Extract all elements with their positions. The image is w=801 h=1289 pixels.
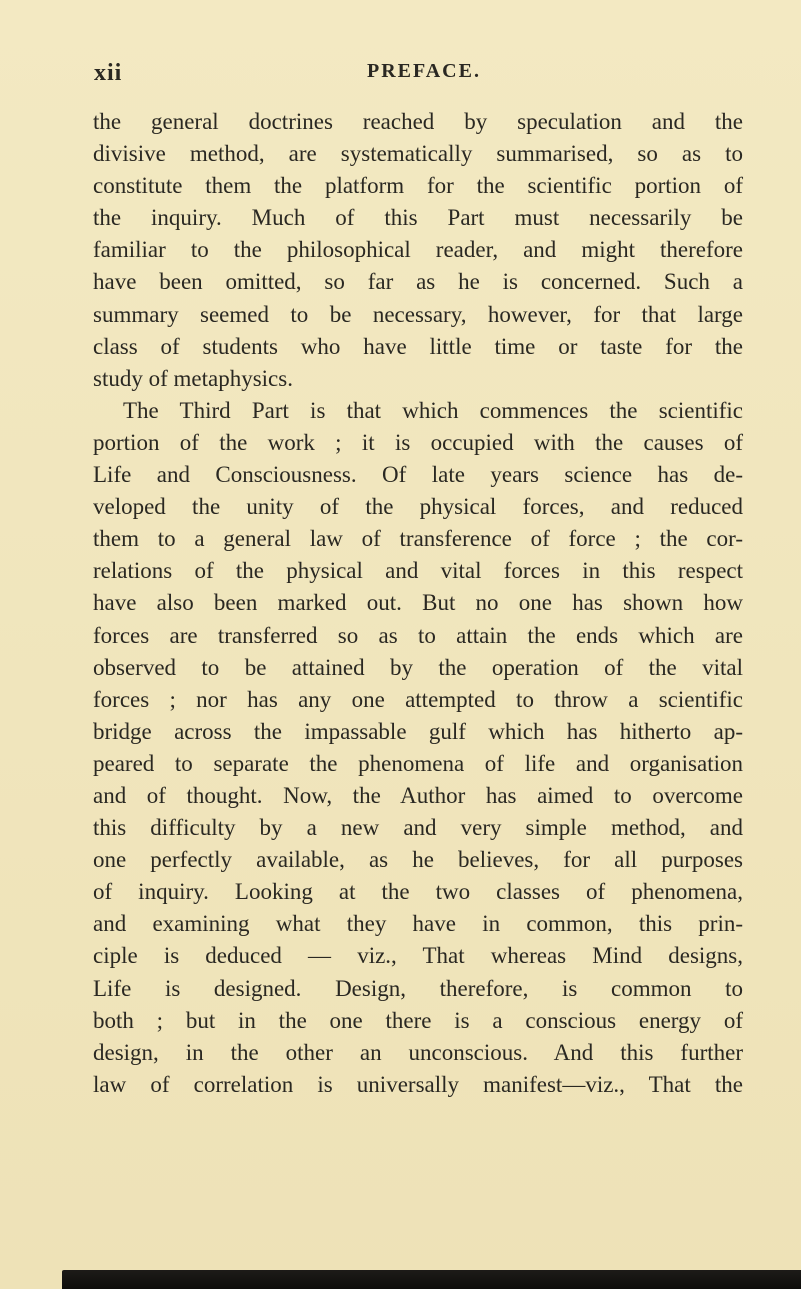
text-line: design, in the other an unconscious. And this further <box>93 1039 743 1065</box>
text-line: familiar to the philosophical reader, and might therefore <box>93 237 743 263</box>
text-line: forces ; nor has any one attempted to throw a scientific <box>93 686 743 712</box>
text-line: relations of the physical and vital forces in this respect <box>93 558 743 584</box>
text-line: Life is designed. Design, therefore, is common to <box>93 975 743 1001</box>
text-line: veloped the unity of the physical forces, and reduced <box>93 494 743 520</box>
text-line: this difficulty by a new and very simple method, and <box>93 815 743 841</box>
text-line: portion of the work ; it is occupied with the causes of <box>93 429 743 455</box>
text-line: ciple is deduced — viz., That whereas Mind designs, <box>93 943 743 969</box>
running-head: PREFACE. <box>367 60 481 82</box>
text-line: peared to separate the phenomena of life and organisation <box>93 750 743 776</box>
body-text <box>93 106 743 1101</box>
text-line: the general doctrines reached by speculation and the <box>93 109 743 134</box>
page-header <box>0 60 801 94</box>
text-line: divisive method, are systematically summarised, so as to <box>93 141 743 167</box>
text-line: forces are transferred so as to attain the ends which are <box>93 622 743 648</box>
text-line: one perfectly available, as he believes, for all purposes <box>93 847 743 873</box>
text-line: Life and Consciousness. Of late years science has de- <box>93 462 743 488</box>
page-number: xii <box>94 60 123 86</box>
text-line: and examining what they have in common, this prin- <box>93 911 743 937</box>
text-line: the inquiry. Much of this Part must necessarily be <box>93 205 743 231</box>
text-line: both ; but in the one there is a conscious energy of <box>93 1007 743 1033</box>
text-line: constitute them the platform for the scientific portion of <box>93 173 743 199</box>
text-line: summary seemed to be necessary, however, for that large <box>93 301 743 327</box>
text-line: them to a general law of transference of force ; the cor- <box>93 526 743 552</box>
text-line: of inquiry. Looking at the two classes of phenomena, <box>93 879 743 905</box>
scan-edge-shadow <box>62 1270 801 1289</box>
text-line: study of metaphysics. <box>93 365 293 391</box>
text-line: and of thought. Now, the Author has aimed to overcome <box>93 782 743 808</box>
paragraph-start-line: The Third Part is that which commences the scientific <box>123 397 743 423</box>
text-line: have been omitted, so far as he is concerned. Such a <box>93 269 743 295</box>
text-line: law of correlation is universally manifest—viz., That the <box>93 1071 743 1097</box>
text-line: class of students who have little time or taste for the <box>93 333 743 359</box>
text-line: bridge across the impassable gulf which has hitherto ap- <box>93 718 743 744</box>
text-line: have also been marked out. But no one has shown how <box>93 590 743 616</box>
text-line: observed to be attained by the operation of the vital <box>93 654 743 680</box>
